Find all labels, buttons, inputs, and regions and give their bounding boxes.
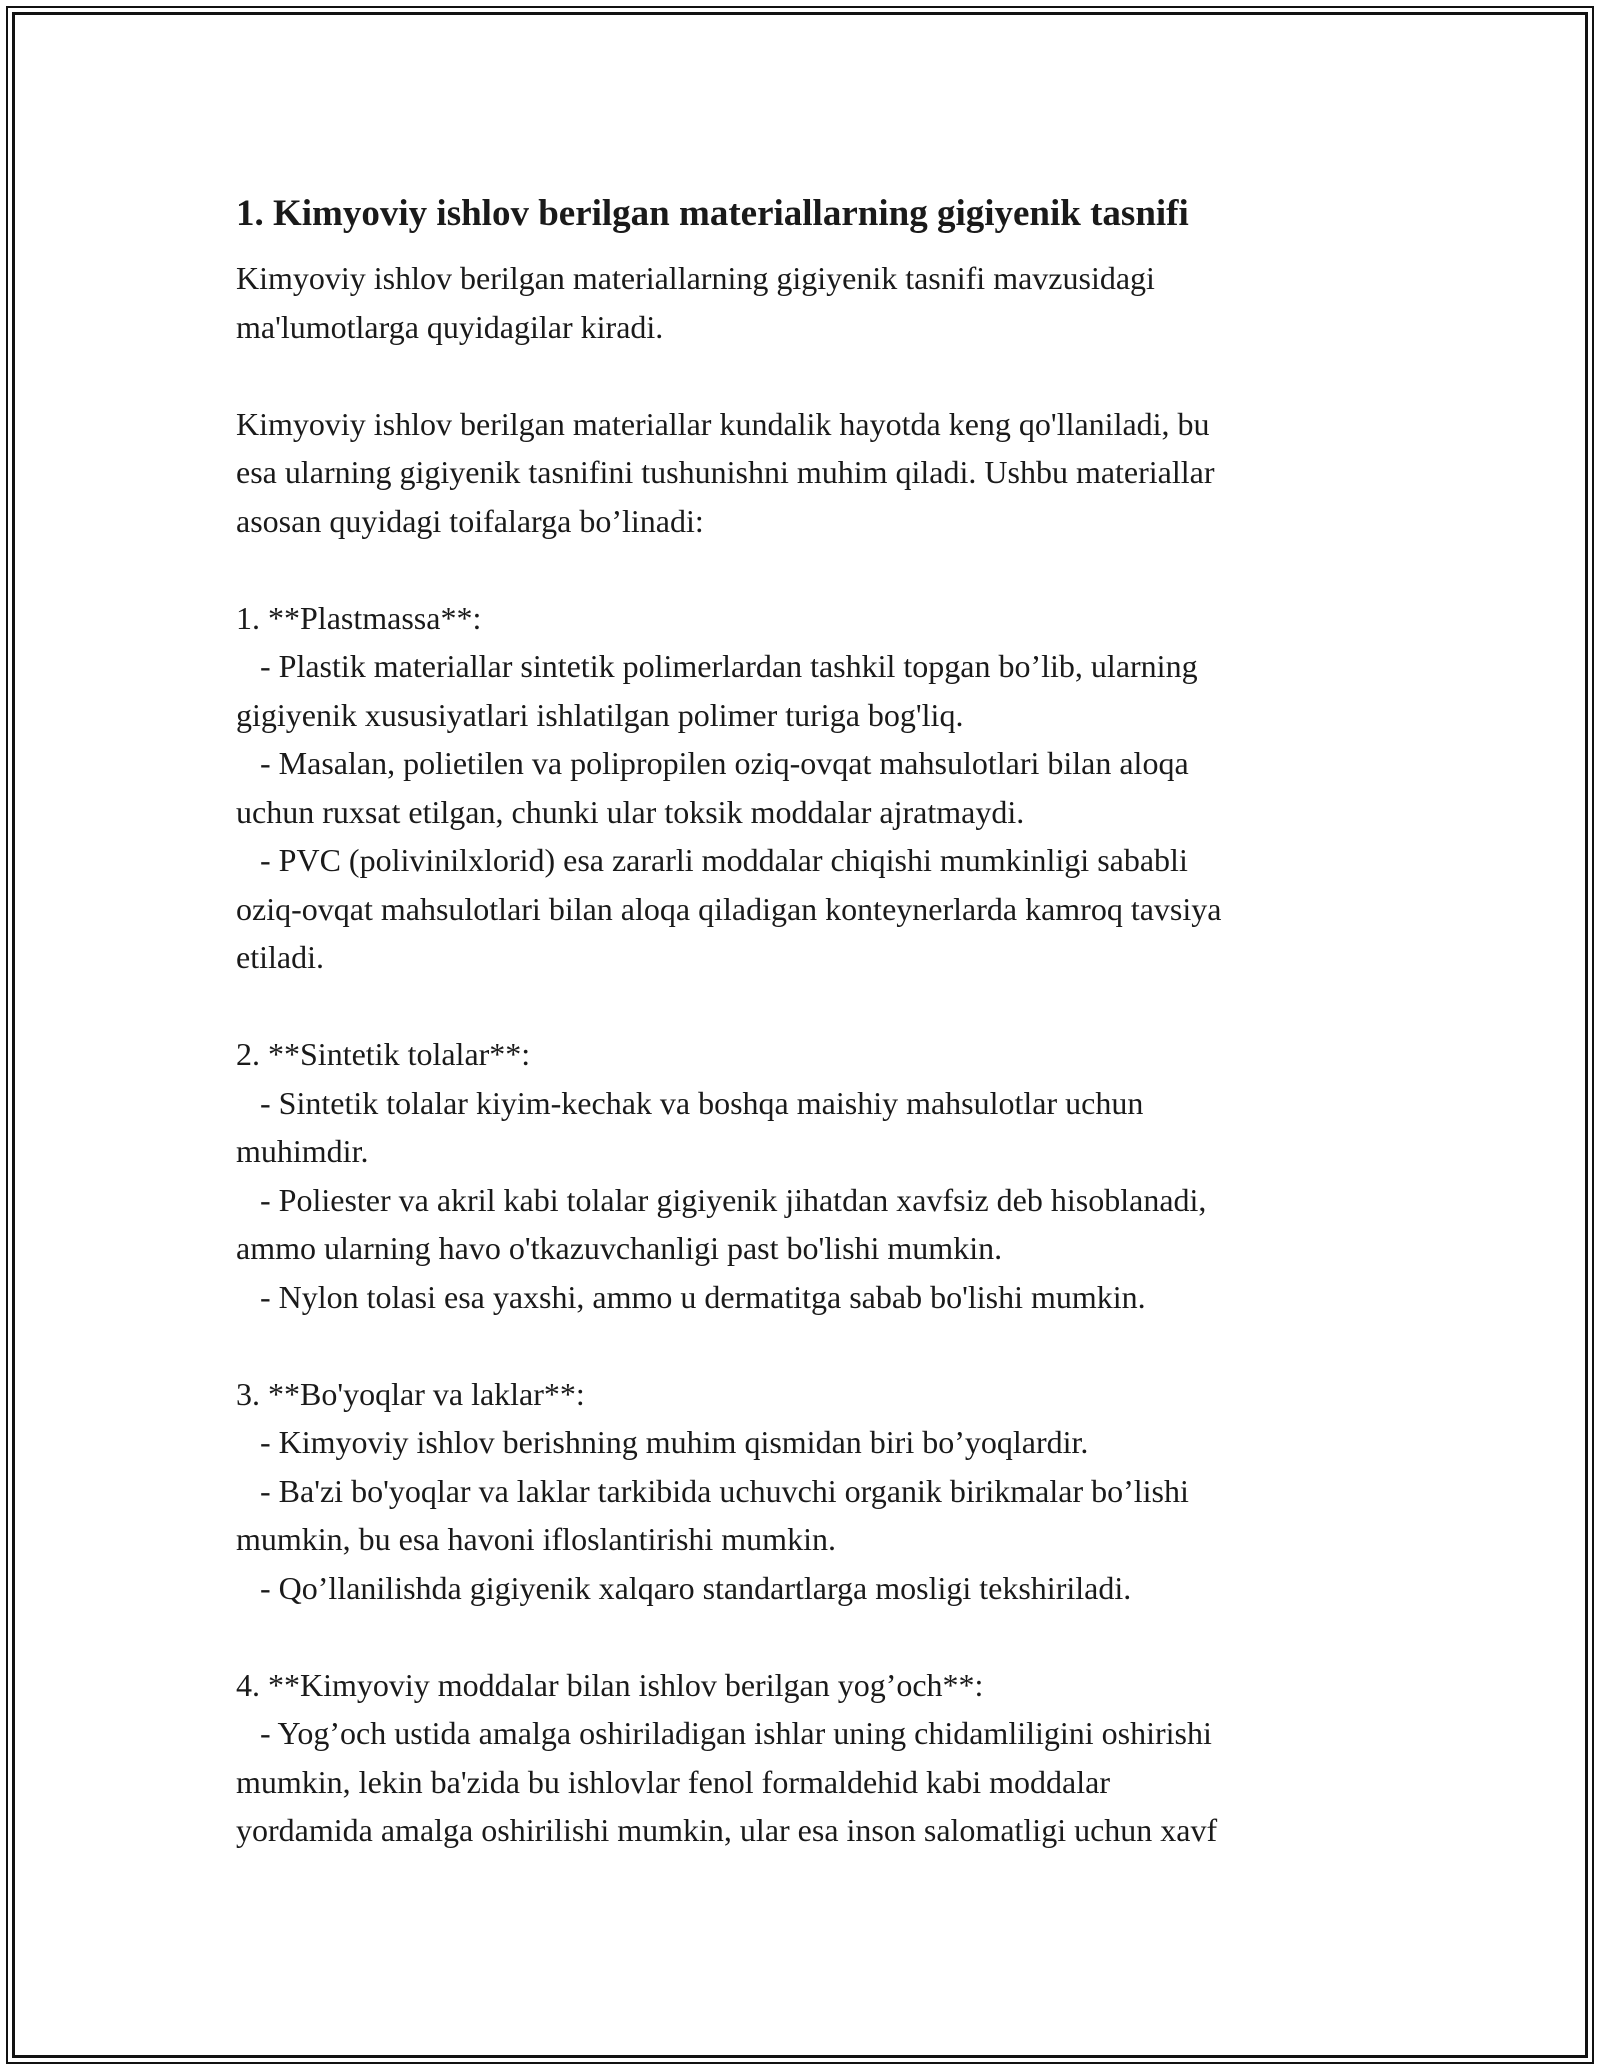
document-body [236, 186, 1376, 1855]
overview-paragraph: Kimyoviy ishlov berilgan materiallar kundalik hayotda keng qo'llaniladi, bu esa ularning gigiyenik tasnifini tushunishni muhim qiladi. Ushbu materiallar asosan quyidagi toifalarga bo’linadi: [236, 405, 1215, 539]
intro-paragraph: Kimyoviy ishlov berilgan materiallarning gigiyenik tasnifi mavzusidagi ma'lumotlarga quyidagilar kiradi. [236, 260, 1155, 345]
section-sintetik-tolalar: 2. **Sintetik tolalar**: - Sintetik tolalar kiyim-kechak va boshqa maishiy mahsulotlar uchun muhimdir. - Poliester va akril kabi tolalar gigiyenik jihatdan xavfsiz deb hisoblanadi, ammo ularning havo o'tkazuvchanligi past bo'lishi mumkin. - Nylon tolasi esa yaxshi, ammo u dermatitga sabab bo'lishi mumkin. [236, 1036, 1207, 1315]
section-boyoqlar-laklar: 3. **Bo'yoqlar va laklar**: - Kimyoviy ishlov berishning muhim qismidan biri bo’yoqlardir. - Ba'zi bo'yoqlar va laklar tarkibida uchuvchi organik birikmalar bo’lishi mumkin, bu esa havoni ifloslantirishi mumkin. - Qo’llanilishda gigiyenik xalqaro standartlarga mosligi tekshiriladi. [236, 1375, 1189, 1606]
section-ishlov-berilgan-yogoch: 4. **Kimyoviy moddalar bilan ishlov berilgan yog’och**: - Yog’och ustida amalga oshiriladigan ishlar uning chidamliligini oshirishi mumkin, lekin ba'zida bu ishlovlar fenol formaldehid kabi moddalar yordamida amalga oshirilishi mumkin, ular esa inson salomatligi uchun xavf [236, 1666, 1218, 1848]
document-title: 1. Kimyoviy ishlov berilgan materiallarning gigiyenik tasnifi [236, 193, 1189, 234]
section-plastmassa: 1. **Plastmassa**: - Plastik materiallar sintetik polimerlardan tashkil topgan bo’lib, ularning gigiyenik xususiyatlari ishlatilgan polimer turiga bog'liq. - Masalan, polietilen va polipropilen oziq-ovqat mahsulotlari bilan aloqa uchun ruxsat etilgan, chunki ular toksik moddalar ajratmaydi. - PVC (polivinilxlorid) esa zararli moddalar chiqishi mumkinligi sababli oziq-ovqat mahsulotlari bilan aloqa qiladigan konteynerlarda kamroq tavsiya etiladi. [236, 599, 1222, 975]
